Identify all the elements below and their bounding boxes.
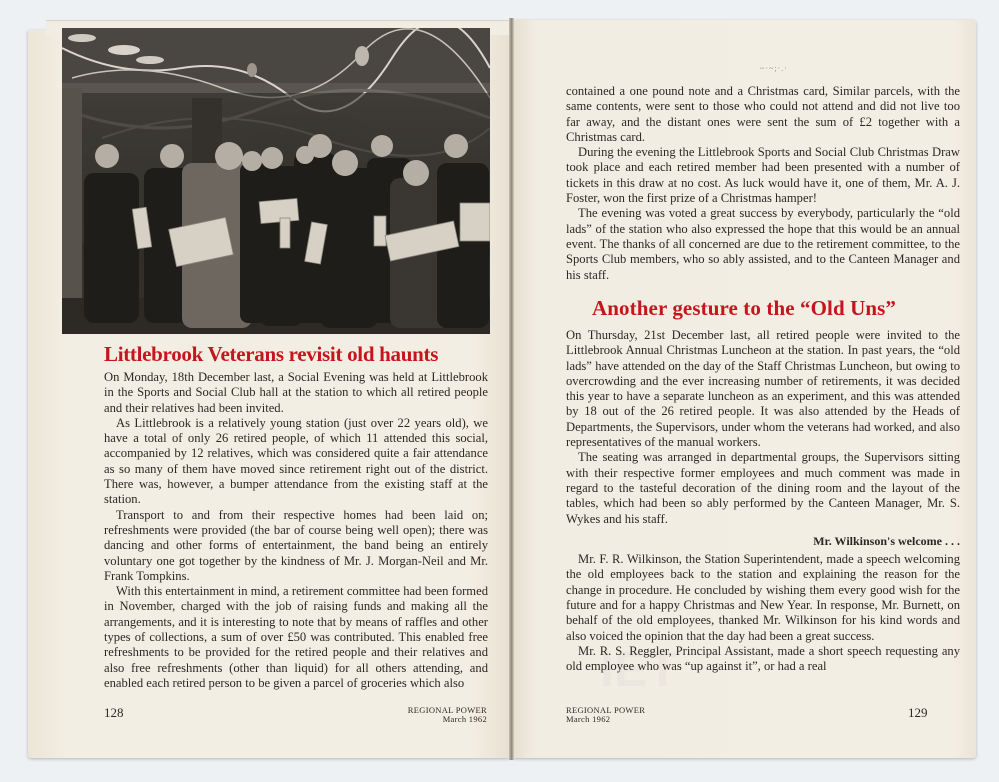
pencil-mark: ~·~;·.· [760,64,788,73]
masthead-date: March 1962 [442,714,487,724]
paragraph: The seating was arranged in departmental groups, the Supervisors sitting with their respective former employees and much comment was made in regard to the tasteful decoration of the dining room and the layout of the tables, which had been so ably performed by the Canteen Manager, Mr. S. Wykes and his staff. [566,450,960,526]
page-number-left: 128 [104,705,124,720]
right-article-body [566,328,960,675]
paragraph: On Monday, 18th December last, a Social Evening was held at Littlebrook in the Sports and Social Club hall at the station to which all retired people and their relatives had been invited. [104,370,488,415]
photo-illustration [62,28,490,334]
book-gutter [509,18,514,760]
paragraph: On Thursday, 21st December last, all retired people were invited to the Littlebrook Annual Christmas Luncheon at the station. In past years, the “old lads” have attended on the day of the Staff Christmas Luncheon, but owing to overcrowding and the ever increasing number of retirements, it was decided this year to have a separate luncheon as an experiment, and this was attended by 18 out of the 26 retired people. It was also attended by the Heads of Departments, the Supervisors, under whom the veterans had worked, and also representatives of the manual workers. [566,328,960,450]
subheading: Mr. Wilkinson's welcome . . . [813,533,960,548]
paragraph: The evening was voted a great success by everybody, particularly the “old lads” of the station who also expressed the hope that this would be an annual event. The thanks of all concerned are due to the retirement committee, to the Sports Club members, who so ably assisted, and to the Canteen Manager and his staff. [566,206,960,282]
masthead-title: REGIONAL POWER [407,705,487,715]
background-watermark: IET [600,641,678,697]
masthead-right [566,706,688,724]
left-article-body [104,370,488,691]
paragraph: Transport to and from their respective homes had been laid on; refreshments were provided (the bar of course being well open); there was dancing and other forms of entertainment, the band being an entirely voluntary one got together by the kindness of Mr. J. Morgan-Neil and Mr. Frank Tompkins. [104,507,488,583]
page-number-right: 129 [908,705,928,720]
paragraph: With this entertainment in mind, a retirement committee had been formed in November, charged with the job of raising funds and making all the arrangements, and it is interesting to note that by means of raffles and other types of collections, a sum of over £50 was contributed. This enabled free refreshments to be provided for the retired people and their relatives and also free refreshments (other than liquid) for all others attending, and enabled each retired person to be given a parcel of groceries which also [104,584,488,690]
left-article-headline: Littlebrook Veterans revisit old haunts [104,342,439,366]
right-article-headline: Another gesture to the “Old Uns” [592,296,897,320]
paragraph: As Littlebrook is a relatively young station (just over 22 years old), we have a total of only 26 retired people, of which 11 attended this social, accompanied by 12 relatives, which was considered quite a fair attendance as so many of them have moved since retirement right out of the district. There was, however, a bumper attendance from the existing staff at the station. [104,415,488,507]
right-continued-body [566,84,960,283]
group-photo [62,28,490,334]
paragraph: Mr. R. S. Reggler, Principal Assistant, made a short speech requesting any old employee who was “up against it”, or had a real [566,643,960,674]
masthead-title: REGIONAL POWER [566,705,646,715]
masthead-left [365,706,487,724]
paragraph: Mr. F. R. Wilkinson, the Station Superintendent, made a speech welcoming the old employees back to the station and explaining the reason for the change in procedure. He concluded by wishing them every good wish for the future and for a happy Christmas and New Year. In response, Mr. Burnett, on behalf of the old employees, thanked Mr. Wilkinson for his kind words and also voiced the opinion that the day had been a great success. [566,552,960,643]
paragraph: contained a one pound note and a Christmas card, Similar parcels, with the same contents, were sent to those who could not attend and did not live too far away, and the distant ones were sent the sum of £2 together with a Christmas card. [566,84,960,144]
paragraph: During the evening the Littlebrook Sports and Social Club Christmas Draw took place and each retired member had been presented with a number of tickets in this draw at no cost. As luck would have it, one of them, Mr. A. J. Foster, won the first prize of a Christmas hamper! [566,145,960,206]
masthead-date: March 1962 [566,714,611,724]
